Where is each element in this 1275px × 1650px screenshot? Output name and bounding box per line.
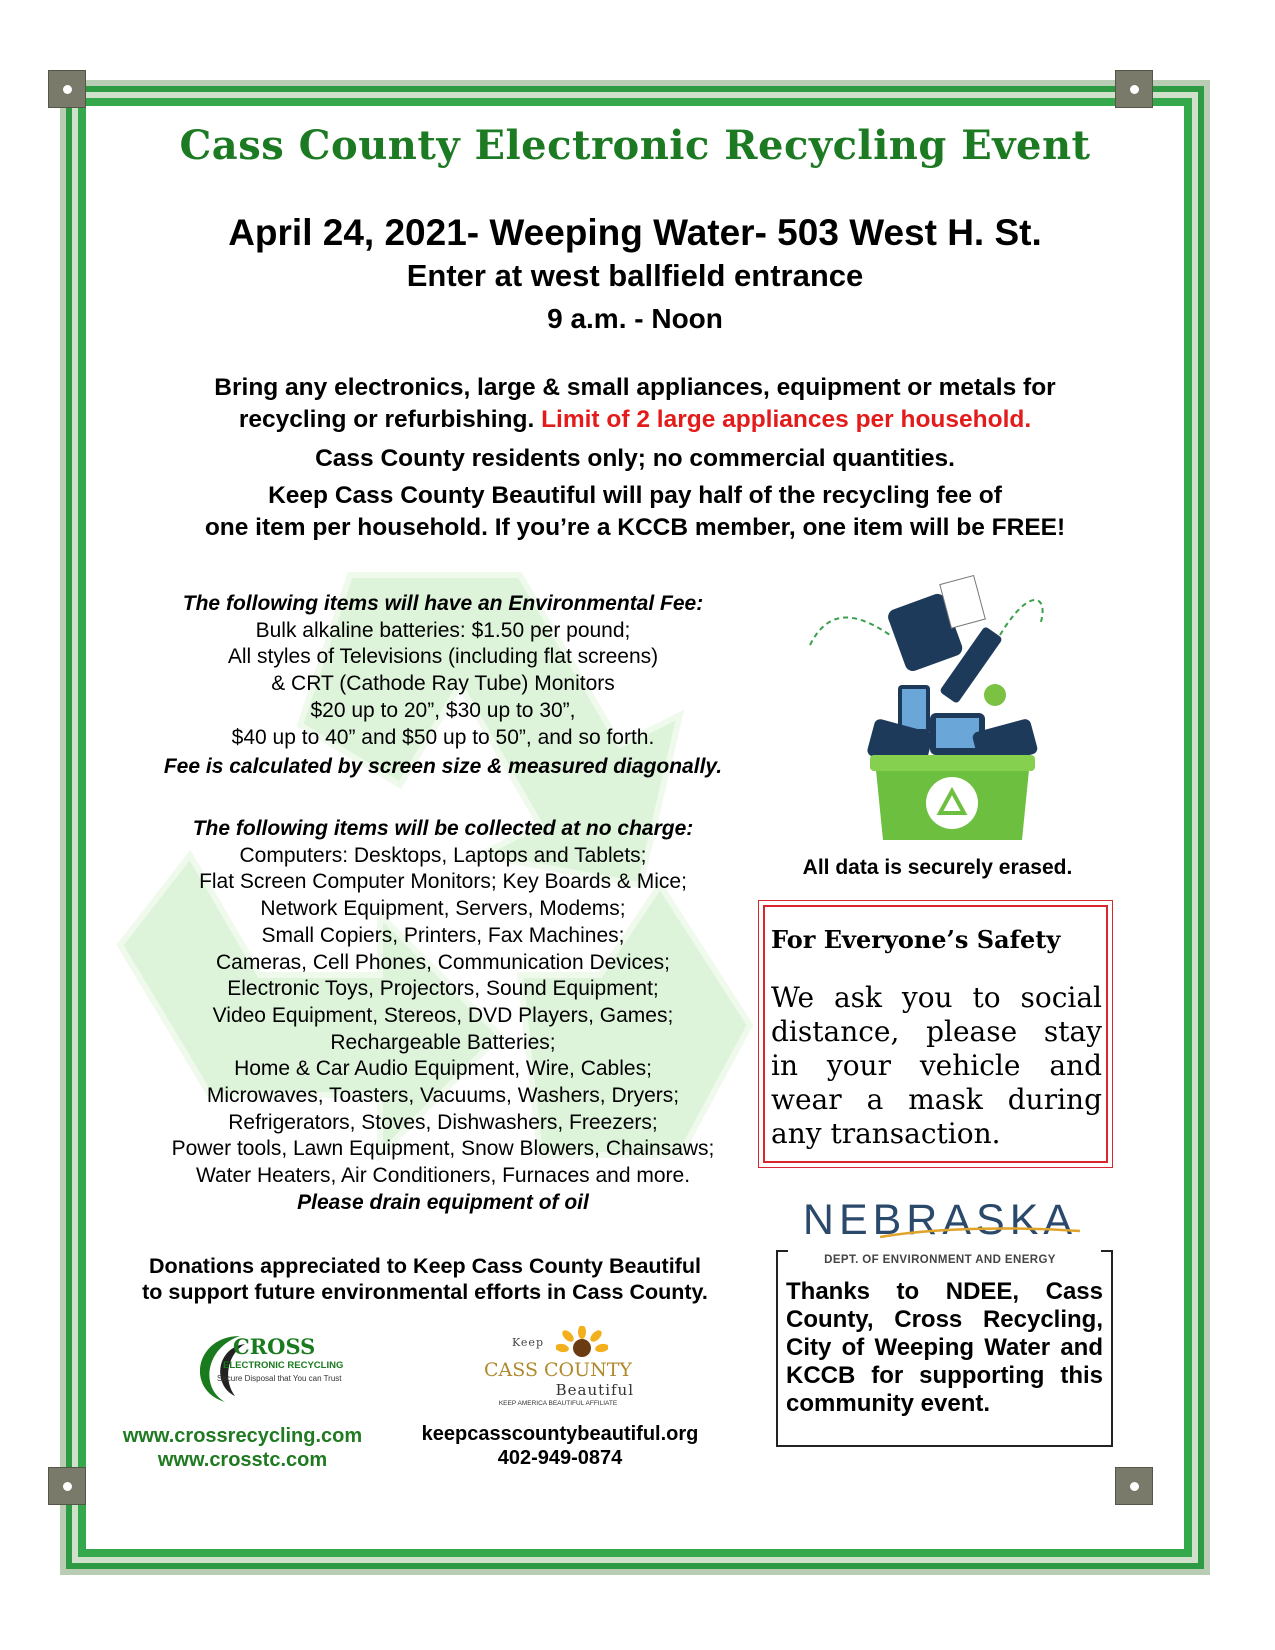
kccb-fee-line-1: Keep Cass County Beautiful will pay half of the recycling fee of [268, 482, 1002, 509]
thanks-box [776, 1250, 1113, 1447]
free-item: Computers: Desktops, Laptops and Tablets; [239, 843, 647, 867]
residents-note: Cass County residents only; no commercial quantities. [315, 445, 955, 472]
safety-box [758, 900, 1113, 1168]
donations-line-1: Donations appreciated to Keep Cass County Beautiful [149, 1254, 701, 1278]
thanks-box-top-left [776, 1250, 788, 1252]
fee-item: $20 up to 20”, $30 up to 30”, [310, 698, 576, 722]
kccb-website-link[interactable]: keepcasscountybeautiful.org [421, 1423, 699, 1445]
nebraska-dept: DEPT. OF ENVIRONMENT AND ENERGY [824, 1254, 1056, 1266]
fee-section [98, 591, 788, 781]
free-item: Electronic Toys, Projectors, Sound Equipment; [227, 977, 659, 1001]
corner-rivet-icon [48, 70, 86, 108]
free-item: Power tools, Lawn Equipment, Snow Blowers, Chainsaws; [171, 1137, 715, 1161]
free-heading: The following items will be collected at no charge: [192, 817, 694, 840]
corner-rivet-icon [1115, 1467, 1153, 1505]
free-item: Home & Car Audio Equipment, Wire, Cables; [234, 1057, 652, 1081]
kccb-logo-affiliate: KEEP AMERICA BEAUTIFUL AFFILIATE [498, 1400, 618, 1407]
intro-line-1: Bring any electronics, large & small appliances, equipment or metals for [214, 374, 1056, 401]
kccb-fee-line-2: one item per household. If you’re a KCCB member, one item will be FREE! [204, 514, 1066, 541]
cross-logo-tagline: Secure Disposal that You can Trust [217, 1374, 342, 1383]
free-item: Water Heaters, Air Conditioners, Furnaces and more. [195, 1164, 691, 1188]
event-title: Cass County Electronic Recycling Event [179, 122, 1091, 169]
thanks-box-top-right [1101, 1250, 1113, 1252]
fee-item: Bulk alkaline batteries: $1.50 per pound; [255, 618, 631, 642]
free-item: Video Equipment, Stereos, DVD Players, Games; [212, 1003, 674, 1027]
cross-logo-name: CROSS [233, 1334, 316, 1359]
donations-note [100, 1253, 750, 1305]
donations-line-2: to support future environmental efforts in Cass County. [142, 1280, 708, 1304]
kccb-logo-keep: Keep [512, 1336, 544, 1349]
nebraska-swoosh-icon [880, 1225, 1080, 1239]
free-item: Microwaves, Toasters, Vacuums, Washers, Dryers; [206, 1084, 680, 1108]
event-time: 9 a.m. - Noon [547, 303, 723, 334]
nebraska-logo: NEBRASKA [802, 1196, 1078, 1244]
corner-rivet-icon [1115, 70, 1153, 108]
free-item: Cameras, Cell Phones, Communication Devices; [215, 950, 670, 974]
free-item: Flat Screen Computer Monitors; Key Boards & Mice; [199, 870, 687, 894]
thanks-text: Thanks to NDEE, Cass County, Cross Recycling, City of Weeping Water and KCCB for supporting this community event. [786, 1278, 1103, 1417]
cross-recycling-logo [185, 1330, 344, 1408]
intro-line-2-text: recycling or refurbishing. [238, 406, 542, 433]
free-item: Rechargeable Batteries; [330, 1030, 556, 1054]
safety-body: We ask you to social distance, please stay in your vehicle and wear a mask during any transaction. [771, 981, 1102, 1150]
event-date-location: April 24, 2021- Weeping Water- 503 West H. St. [228, 212, 1042, 253]
cross-website-link[interactable]: www.crossrecycling.com [122, 1425, 363, 1447]
kccb-logo-beautiful: Beautiful [555, 1381, 634, 1399]
fee-heading: The following items will have an Environmental Fee: [182, 592, 704, 615]
safety-title: For Everyone’s Safety [771, 925, 1061, 954]
free-section [98, 816, 788, 1217]
fee-note: Fee is calculated by screen size & measured diagonally. [163, 755, 723, 779]
event-entrance: Enter at west ballfield entrance [406, 258, 864, 293]
corner-rivet-icon [48, 1467, 86, 1505]
sunflower-icon [556, 1326, 608, 1358]
drain-oil-note: Please drain equipment of oil [297, 1190, 589, 1214]
appliance-limit: Limit of 2 large appliances per household. [541, 406, 1032, 433]
fee-item: & CRT (Cathode Ray Tube) Monitors [271, 672, 615, 696]
kccb-phone: 402-949-0874 [497, 1447, 623, 1469]
intro-line-2 [90, 404, 1180, 436]
free-item: Refrigerators, Stoves, Dishwashers, Freezers; [228, 1110, 658, 1134]
data-erased-note: All data is securely erased. [802, 856, 1073, 879]
kccb-logo [478, 1326, 638, 1416]
recycling-bin-electronics-icon [800, 575, 1090, 845]
fee-item: All styles of Televisions (including flat screens) [227, 645, 659, 669]
free-item: Small Copiers, Printers, Fax Machines; [261, 923, 625, 947]
kccb-logo-name: CASS COUNTY [484, 1359, 632, 1381]
crosstc-website-link[interactable]: www.crosstc.com [157, 1449, 328, 1471]
cross-logo-sub: ELECTRONIC RECYCLING [223, 1360, 344, 1371]
fee-item: $40 up to 40” and $50 up to 50”, and so forth. [231, 725, 655, 749]
free-item: Network Equipment, Servers, Modems; [260, 897, 626, 921]
